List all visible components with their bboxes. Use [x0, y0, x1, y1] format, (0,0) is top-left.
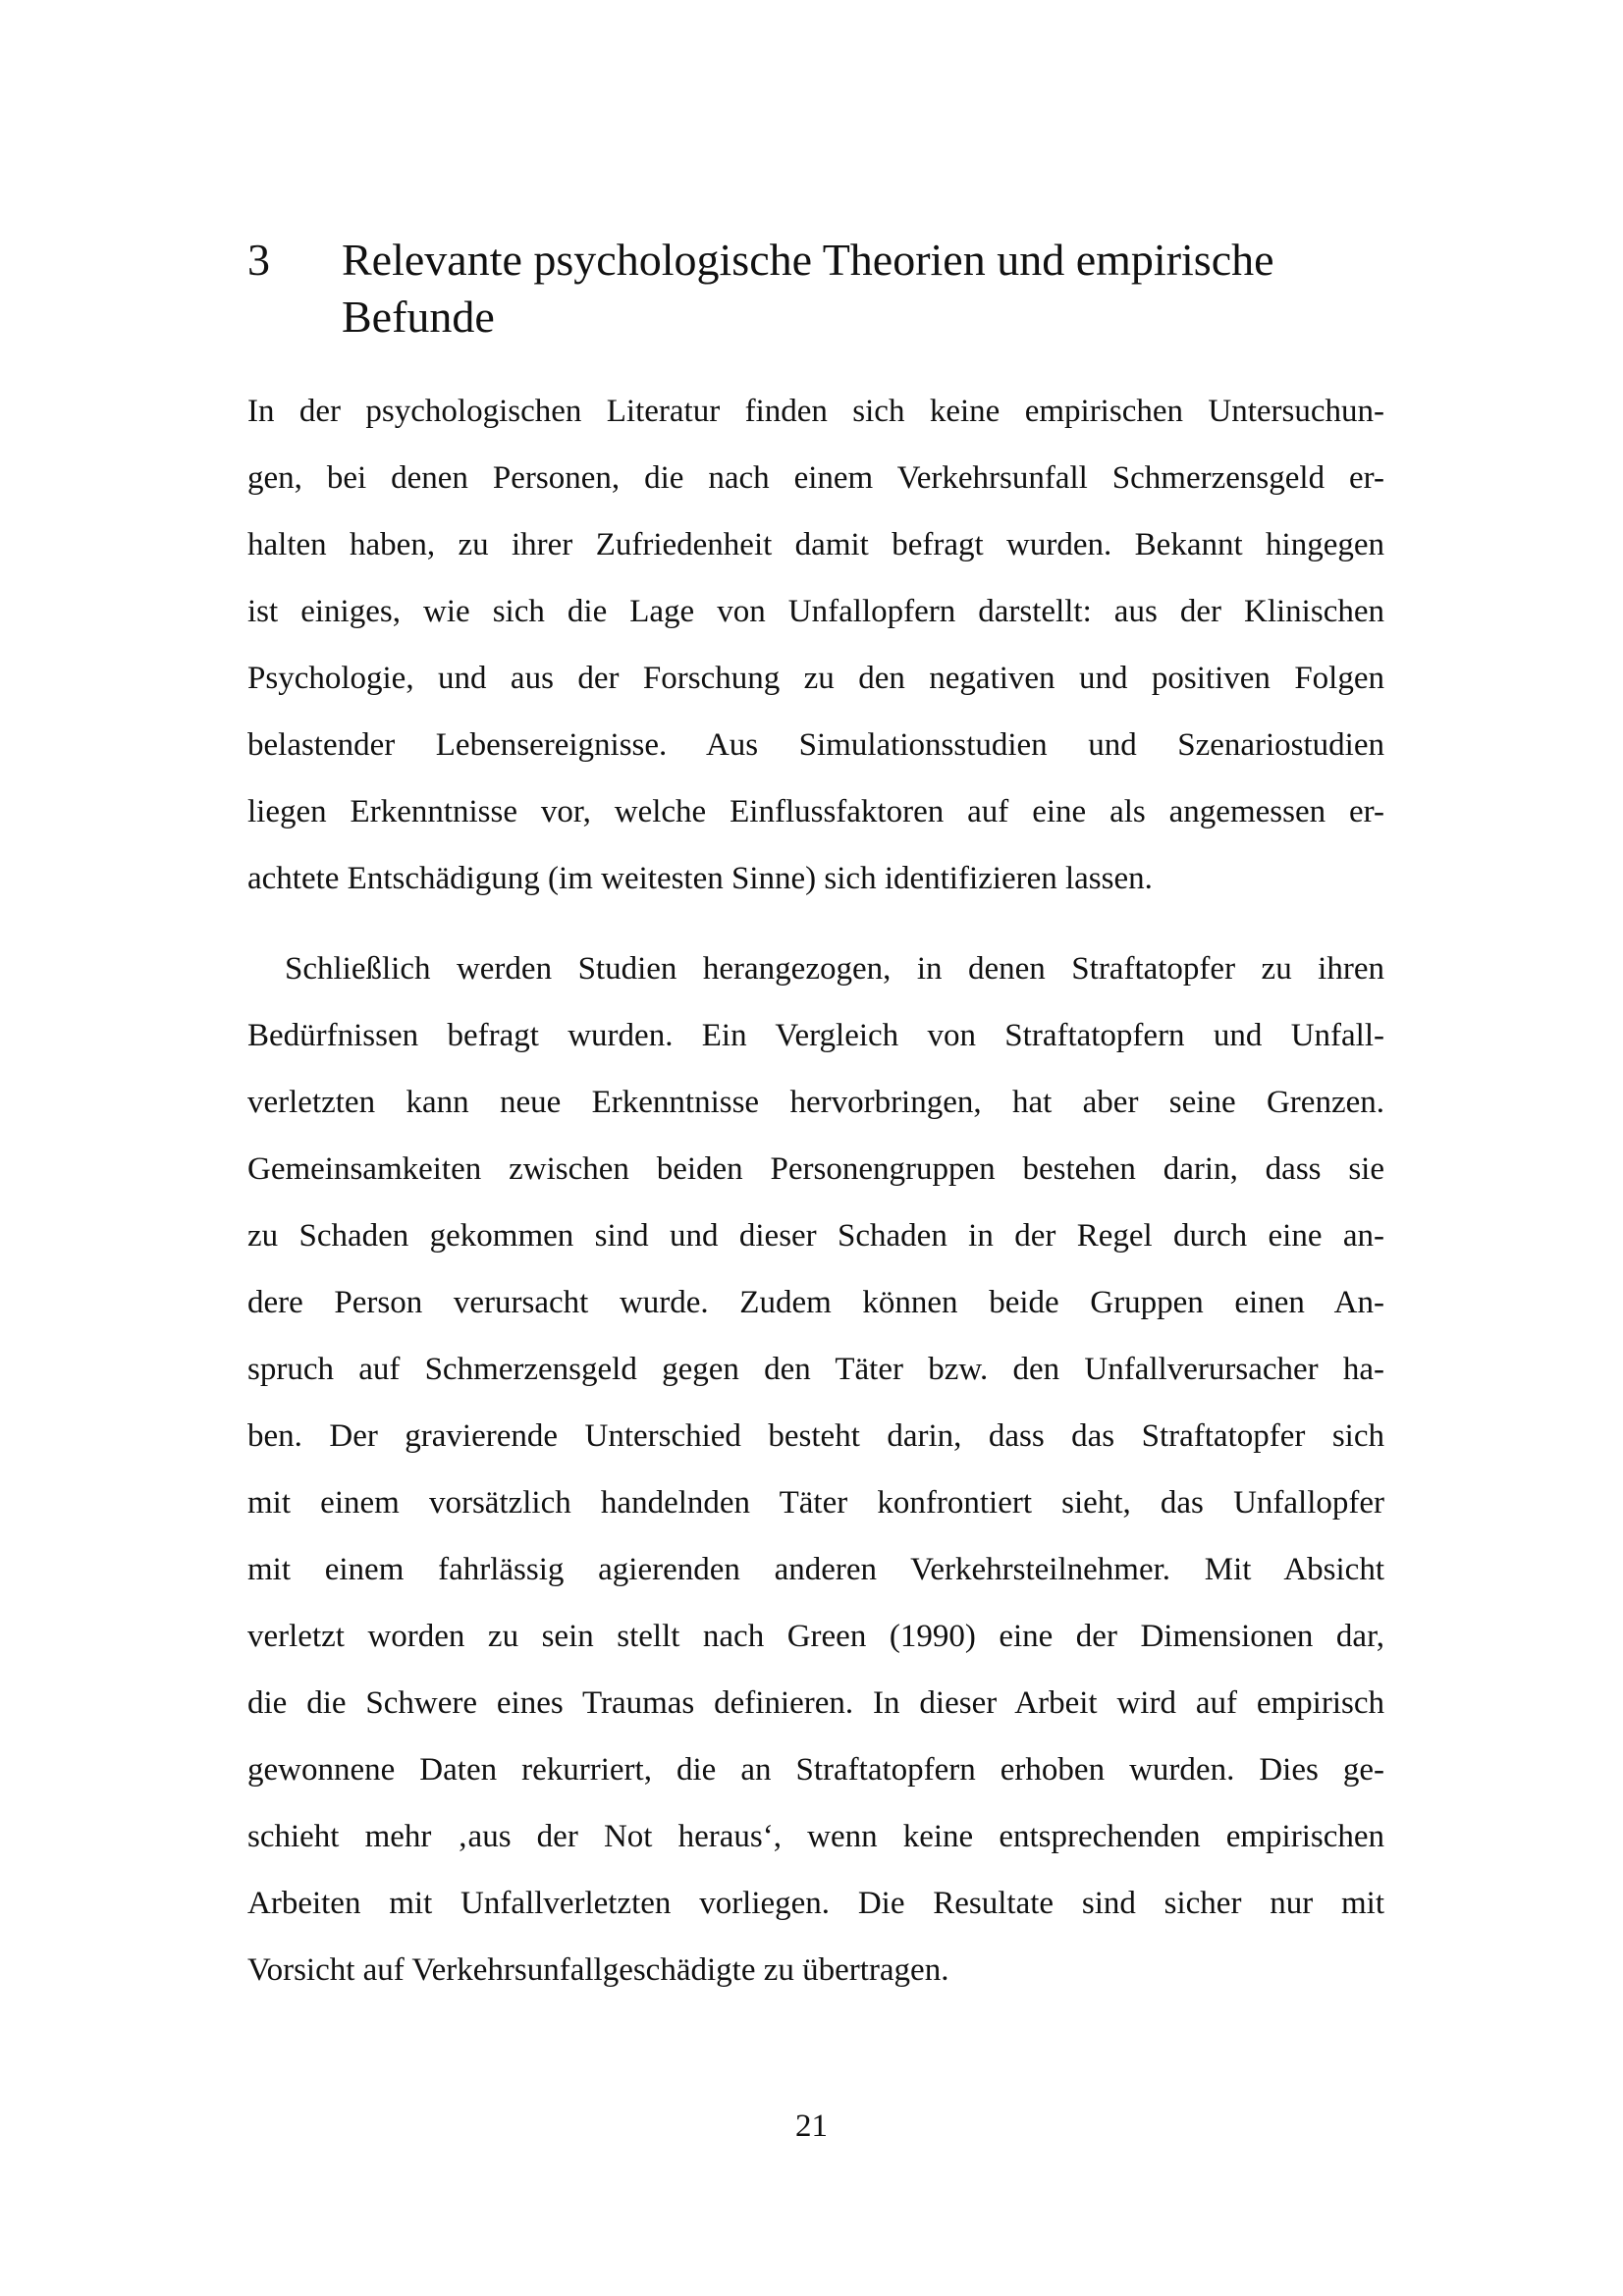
paragraph-line: verletzt worden zu sein stellt nach Green (1990) eine der Dimensionen dar,: [247, 1619, 1384, 1654]
paragraph-line: gewonnene Daten rekurriert, die an Straftatopfern erhoben wurden. Dies ge-: [247, 1752, 1384, 1788]
paragraph-line: Schließlich werden Studien herangezogen, in denen Straftatopfer zu ihren: [285, 951, 1384, 987]
paragraph-line: mit einem vorsätzlich handelnden Täter konfrontiert sieht, das Unfallopfer: [247, 1485, 1384, 1521]
paragraph-line: gen, bei denen Personen, die nach einem Verkehrsunfall Schmerzensgeld er-: [247, 460, 1384, 496]
page-number: 21: [795, 2109, 828, 2144]
section-title-line: Relevante psychologische Theorien und empirische: [342, 235, 1274, 285]
section-heading: [247, 232, 1406, 346]
paragraph-line: Psychologie, und aus der Forschung zu den negativen und positiven Folgen: [247, 661, 1384, 696]
paragraph-line: zu Schaden gekommen sind und dieser Schaden in der Regel durch eine an-: [247, 1218, 1384, 1254]
paragraph-line: Gemeinsamkeiten zwischen beiden Personengruppen bestehen darin, dass sie: [247, 1151, 1384, 1187]
paragraph-line: achtete Entschädigung (im weitesten Sinne) sich identifizieren lassen.: [247, 861, 1153, 896]
paragraph-line: dere Person verursacht wurde. Zudem können beide Gruppen einen An-: [247, 1285, 1384, 1320]
paragraph-line: belastender Lebensereignisse. Aus Simulationsstudien und Szenariostudien: [247, 727, 1384, 763]
paragraph-line: spruch auf Schmerzensgeld gegen den Täter bzw. den Unfallverursacher ha-: [247, 1352, 1384, 1387]
section-title-line: Befunde: [342, 292, 495, 342]
paragraph-line: Arbeiten mit Unfallverletzten vorliegen. Die Resultate sind sicher nur mit: [247, 1886, 1384, 1921]
paragraph-line: verletzten kann neue Erkenntnisse hervorbringen, hat aber seine Grenzen.: [247, 1085, 1384, 1120]
section-number: 3: [247, 235, 270, 285]
paragraph-line: Vorsicht auf Verkehrsunfallgeschädigte zu übertragen.: [247, 1952, 949, 1988]
section-title: [342, 232, 1406, 346]
paragraph-line: In der psychologischen Literatur finden sich keine empirischen Untersuchun-: [247, 394, 1384, 429]
paragraph-line: ben. Der gravierende Unterschied besteht darin, dass das Straftatopfer sich: [247, 1418, 1384, 1454]
paragraph-line: liegen Erkenntnisse vor, welche Einflussfaktoren auf eine als angemessen er-: [247, 794, 1384, 829]
paragraph-line: mit einem fahrlässig agierenden anderen Verkehrsteilnehmer. Mit Absicht: [247, 1552, 1384, 1587]
paragraph-line: die die Schwere eines Traumas definieren. In dieser Arbeit wird auf empirisch: [247, 1685, 1384, 1721]
paragraph-line: Bedürfnissen befragt wurden. Ein Vergleich von Straftatopfern und Unfall-: [247, 1018, 1384, 1053]
paragraph-line: schieht mehr ‚aus der Not heraus‘, wenn keine entsprechenden empirischen: [247, 1819, 1384, 1854]
paragraph-line: halten haben, zu ihrer Zufriedenheit damit befragt wurden. Bekannt hingegen: [247, 527, 1384, 562]
paragraph-line: ist einiges, wie sich die Lage von Unfallopfern darstellt: aus der Klinischen: [247, 594, 1384, 629]
